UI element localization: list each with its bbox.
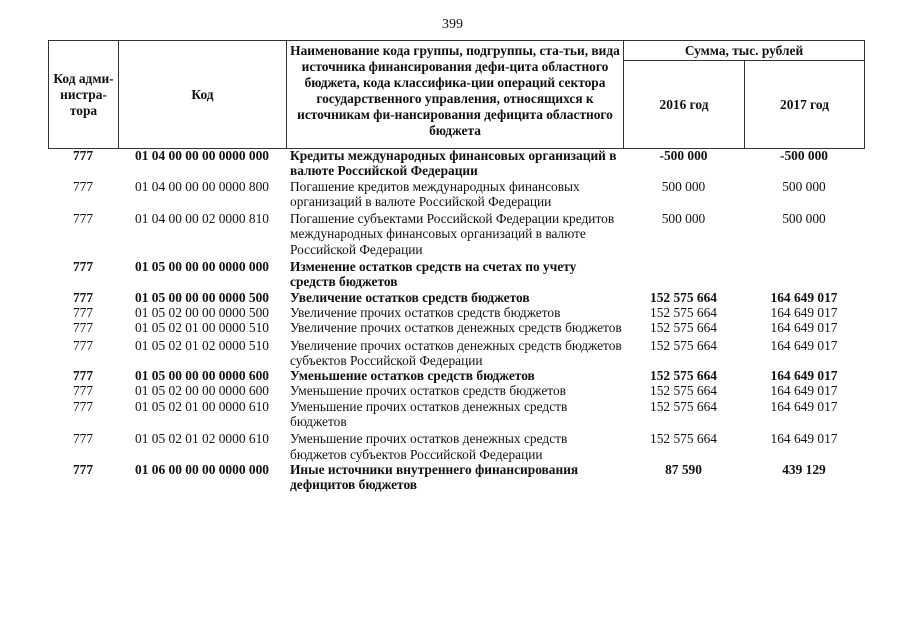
row-code: 01 05 02 00 00 0000 500 — [135, 304, 269, 320]
table-row — [48, 336, 864, 369]
row-sum-2016: 152 575 664 — [650, 398, 717, 414]
table-row — [48, 209, 864, 257]
header-admin-code-text: Код адми-нистра-тора — [53, 70, 114, 118]
row-code: 01 05 02 01 02 0000 610 — [135, 431, 269, 447]
row-code: 01 05 02 01 02 0000 510 — [135, 337, 269, 353]
row-sum-2016: 152 575 664 — [650, 383, 717, 399]
row-admin-code: 777 — [72, 461, 94, 477]
table-header — [48, 40, 865, 149]
table-row — [48, 320, 864, 335]
header-year-2016: 2016 год — [624, 61, 745, 149]
row-sum-2017: 164 649 017 — [770, 431, 838, 447]
row-admin-code: 777 — [72, 304, 94, 320]
row-name: Увеличение прочих остатков денежных средств бюджетов — [290, 320, 622, 336]
row-sum-2016: -500 000 — [659, 148, 708, 163]
row-name: Погашение субъектами Российской Федерации кредитов международных финансовых организаций в валюте Российской Федерации — [290, 211, 615, 257]
row-code: 01 05 02 00 00 0000 600 — [135, 383, 269, 399]
row-admin-code: 777 — [72, 148, 94, 163]
row-admin-code: 777 — [72, 289, 94, 305]
table-row — [48, 429, 864, 462]
row-admin-code: 777 — [72, 178, 94, 194]
row-sum-2016: 500 000 — [661, 178, 706, 194]
header-code — [119, 41, 287, 149]
row-sum-2017: 164 649 017 — [770, 368, 838, 384]
row-sum-2017: 164 649 017 — [770, 320, 838, 336]
row-sum-2016: 500 000 — [661, 211, 706, 227]
row-code: 01 06 00 00 00 0000 000 — [135, 461, 269, 477]
row-sum-2017: 164 649 017 — [770, 337, 838, 353]
row-code: 01 04 00 00 02 0000 810 — [135, 211, 269, 227]
table-body — [48, 148, 864, 493]
table-row — [48, 148, 864, 179]
row-sum-2017: 500 000 — [782, 211, 826, 227]
row-sum-2016: 152 575 664 — [650, 289, 717, 305]
row-admin-code: 777 — [72, 259, 94, 275]
table-row — [48, 257, 864, 290]
row-name: Увеличение прочих остатков средств бюджетов — [290, 304, 561, 320]
data-table — [48, 148, 864, 493]
row-admin-code: 777 — [72, 398, 94, 414]
row-sum-2017: 439 129 — [782, 461, 826, 477]
row-sum-2017: -500 000 — [780, 148, 828, 163]
row-name: Увеличение остатков средств бюджетов — [290, 289, 530, 305]
row-admin-code: 777 — [72, 211, 94, 227]
row-sum-2017: 164 649 017 — [770, 383, 838, 399]
row-name: Изменение остатков средств на счетах по учету средств бюджетов — [290, 259, 577, 290]
row-sum-2016: 152 575 664 — [650, 304, 717, 320]
header-year-2017: 2017 год — [745, 61, 865, 149]
row-sum-2016: 152 575 664 — [650, 337, 717, 353]
header-admin-code — [49, 41, 119, 149]
row-admin-code: 777 — [72, 320, 94, 336]
row-sum-2017: 164 649 017 — [770, 304, 838, 320]
row-name: Уменьшение остатков средств бюджетов — [290, 368, 535, 384]
row-admin-code: 777 — [72, 337, 94, 353]
row-admin-code: 777 — [72, 368, 94, 384]
header-code-text: Код — [191, 86, 214, 102]
row-name: Иные источники внутреннего финансирования дефицитов бюджетов — [290, 461, 579, 493]
row-sum-2017: 500 000 — [782, 178, 826, 194]
row-sum-2017 — [744, 257, 864, 290]
row-sum-2017: 164 649 017 — [770, 398, 838, 414]
row-code: 01 05 00 00 00 0000 600 — [135, 368, 269, 384]
row-sum-2016: 152 575 664 — [650, 431, 717, 447]
row-name: Погашение кредитов международных финансовых организаций в валюте Российской Федерации — [290, 178, 580, 209]
row-admin-code: 777 — [72, 431, 94, 447]
row-code: 01 05 02 01 00 0000 610 — [135, 398, 269, 414]
row-code: 01 05 02 01 00 0000 510 — [135, 320, 269, 336]
table-row — [48, 179, 864, 210]
row-sum-2017: 164 649 017 — [770, 289, 838, 305]
table-row — [48, 399, 864, 430]
row-sum-2016: 87 590 — [665, 461, 702, 477]
header-name-text: Наименование кода группы, подгруппы, ста-тьи, вида источника финансирования дефи-цита областного бюджета, кода классифика-ции операций сектора государственного управления, относящихся к источникам фи-нансирования дефицита областного бюджета — [290, 43, 620, 138]
table-row — [48, 305, 864, 320]
row-code: 01 04 00 00 00 0000 000 — [135, 148, 269, 163]
row-sum-2016: 152 575 664 — [650, 368, 717, 384]
row-name: Уменьшение прочих остатков денежных средств бюджетов — [290, 398, 568, 430]
row-name: Уменьшение прочих остатков денежных средств бюджетов субъектов Российской Федерации — [290, 431, 568, 462]
table-row — [48, 290, 864, 305]
row-code: 01 04 00 00 00 0000 800 — [135, 178, 269, 194]
table-row — [48, 462, 864, 493]
page-number: 399 — [442, 17, 463, 32]
header-sum: Сумма, тыс. рублей — [624, 41, 865, 61]
header-name — [287, 41, 624, 149]
row-sum-2016 — [623, 257, 744, 290]
row-name: Кредиты международных финансовых организаций в валюте Российской Федерации — [290, 148, 617, 179]
row-name: Уменьшение прочих остатков средств бюджетов — [290, 383, 566, 399]
row-name: Увеличение прочих остатков денежных средств бюджетов субъектов Российской Федерации — [290, 337, 622, 368]
row-admin-code: 777 — [72, 383, 94, 399]
table-row — [48, 383, 864, 398]
row-code: 01 05 00 00 00 0000 000 — [135, 259, 269, 275]
row-sum-2016: 152 575 664 — [650, 320, 717, 336]
table-row — [48, 368, 864, 383]
row-code: 01 05 00 00 00 0000 500 — [135, 289, 269, 305]
